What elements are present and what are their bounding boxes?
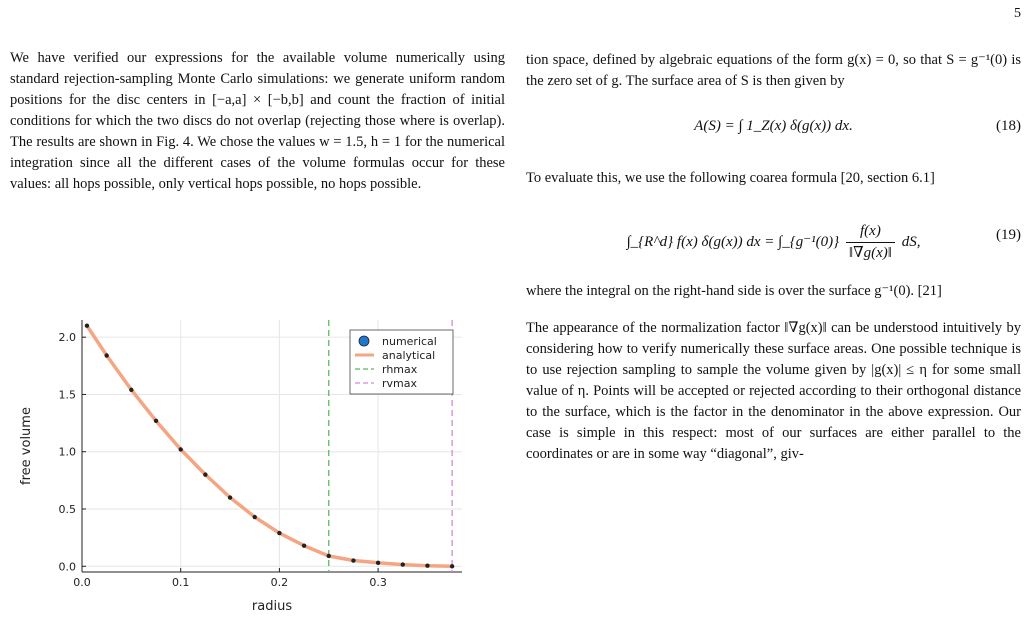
x-tick-label: 0.2 [270,576,289,589]
figure-4 [0,308,490,633]
equation-19-tail: dS, [901,233,921,250]
right-paragraph-1: tion space, defined by algebraic equations of the form g(x) = 0, so that S = g⁻¹(0) is the zero set of g. The surface area of S is then given by [526,52,1021,89]
legend-label-numerical: numerical [382,335,437,348]
page-number: 5 [1014,6,1021,21]
numerical-point [401,562,405,566]
free-volume-chart [0,308,490,633]
equation-19 [526,207,1021,261]
x-axis-label: radius [251,599,293,614]
numerical-point [154,419,158,423]
equation-19-number: (19) [996,227,1021,243]
numerical-point [179,447,183,451]
equation-19-fraction [846,221,895,264]
numerical-point [277,531,281,535]
right-column [526,50,1021,465]
y-axis-label: free volume [19,407,34,485]
numerical-point [450,564,454,568]
equation-19-body [526,221,1021,264]
legend-label-analytical: analytical [382,349,436,362]
equation-18 [526,106,1021,152]
numerical-point [129,388,133,392]
numerical-point [203,472,207,476]
right-paragraph-4: The appearance of the normalization factor ‖∇g(x)‖ can be understood intuitively by considering how to verify numerically these surface areas. One possible technique is to use rejection sampling to sample the volume given by |g(x)| ≤ η for some small value of η. Points will be accepted or rejected according to their orthogonal distance to the surface, which is the factor in the denominator in the above expression. Our case is simple in this respect: most of our surfaces are either parallel to the coordinates or are in some way “diagonal”, giv- [526,320,1021,462]
equation-19-numerator: f(x) [846,221,895,243]
equation-18-number: (18) [996,118,1021,134]
legend-marker-numerical [359,336,369,346]
y-tick-label: 1.0 [58,445,76,459]
y-tick-label: 2.0 [58,331,76,345]
numerical-point [376,561,380,565]
equation-19-lhs: ∫_{R^d} f(x) δ(g(x)) dx = ∫_{g⁻¹(0)} [626,233,840,250]
numerical-point [104,353,108,357]
y-tick-label: 0.5 [58,503,76,516]
numerical-point [302,543,306,547]
equation-18-body: A(S) = ∫ 1_Z(x) δ(g(x)) dx. [694,118,853,134]
right-paragraph-2: To evaluate this, we use the following coarea formula [20, section 6.1] [526,170,935,186]
left-column [10,48,505,195]
numerical-point [228,495,232,499]
numerical-point [253,515,257,519]
y-tick-label: 0.0 [58,560,76,574]
y-tick-label: 1.5 [58,388,76,402]
numerical-point [351,558,355,562]
equation-19-denominator: ‖∇g(x)‖ [848,245,892,261]
left-paragraph: We have verified our expressions for the available volume numerically using standard rejection-sampling Monte Carlo simulations: we generate uniform random positions for the disc centers in [−a,a] × [−b,b] and count the fraction of initial conditions for which the two discs do not overlap (rejecting those where is overlap). The results are shown in Fig. 4. We chose the values w = 1.5, h = 1 for the numerical integration since all the different cases of the volume formulas occur for these values: all hops possible, only vertical hops possible, no hops possible. [10,50,505,192]
numerical-point [85,324,89,328]
x-tick-label: 0.3 [369,576,387,589]
numerical-point [425,564,429,568]
numerical-point [327,554,331,558]
legend-label-rvmax: rvmax [382,377,417,390]
x-tick-label: 0.0 [73,576,91,589]
x-tick-label: 0.1 [171,576,190,589]
right-paragraph-3: where the integral on the right-hand side is over the surface g⁻¹(0). [21] [526,283,942,299]
legend-label-rhmax: rhmax [382,363,418,376]
